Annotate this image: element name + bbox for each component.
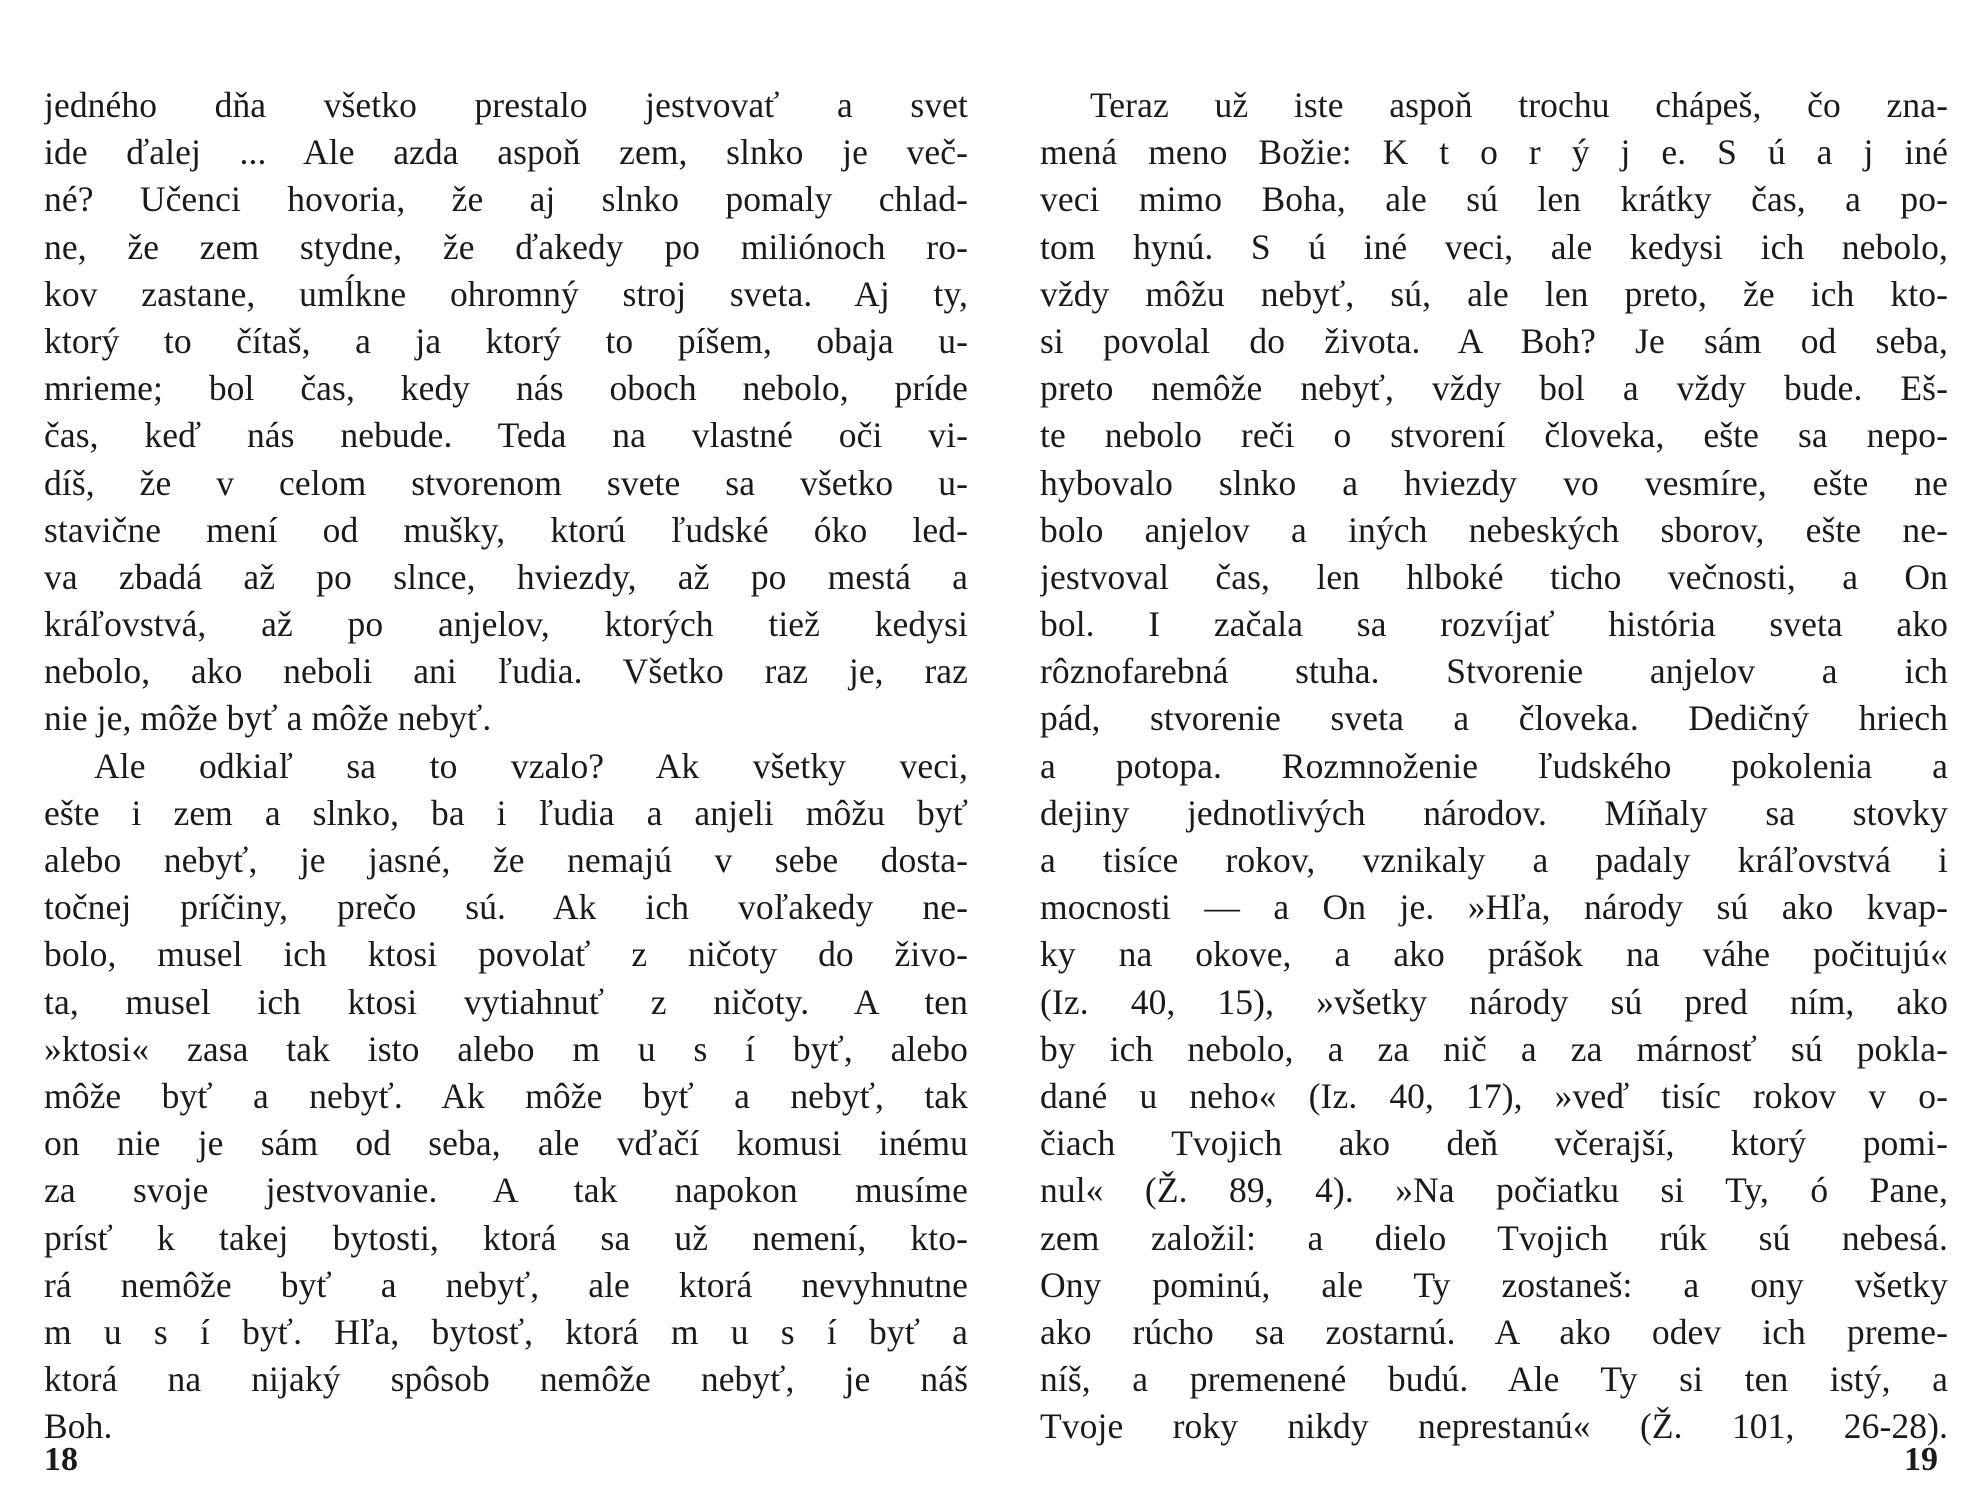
text-line: zem založil: a dielo Tvojich rúk sú nebesá. [1040,1217,1948,1258]
text-line: níš, a premenené budú. Ale Ty si ten istý, a [1040,1359,1948,1400]
right-page [1040,82,1948,1450]
text-line: preto nemôže nebyť, vždy bol a vždy bude. Eš- [1040,368,1948,409]
left-page [44,82,968,1450]
text-line: mocnosti — a On je. »Hľa, národy sú ako kvap- [1040,887,1948,928]
text-line: va zbadá až po slnce, hviezdy, až po mestá a [44,556,968,597]
text-line: čiach Tvojich ako deň včerajší, ktorý pomi- [1040,1123,1948,1164]
paragraph-end-line: nie je, môže byť a môže nebyť. [44,698,492,739]
text-line: veci mimo Boha, ale sú len krátky čas, a po- [1040,179,1948,220]
text-line: točnej príčiny, prečo sú. Ak ich voľakedy ne- [44,887,968,928]
text-line: ky na okove, a ako prášok na váhe počitujú« [1040,934,1948,975]
text-line: rôznofarebná stuha. Stvorenie anjelov a ich [1040,651,1948,692]
text-line: Tvoje roky nikdy neprestanú« (Ž. 101, 26-28). [1040,1406,1948,1447]
text-line: jedného dňa všetko prestalo jestvovať a svet [44,85,968,125]
text-line: on nie je sám od seba, ale vďačí komusi inému [44,1123,968,1164]
text-line: stavične mení od mušky, ktorú ľudské óko led- [44,509,968,550]
text-line: dané u neho« (Iz. 40, 17), »veď tisíc rokov v o- [1040,1075,1948,1116]
text-line: si povolal do života. A Boh? Je sám od seba, [1040,320,1948,361]
text-line: rá nemôže byť a nebyť, ale ktorá nevyhnutne [44,1264,968,1305]
page-number-left: 18 [44,1441,78,1478]
paragraph-start-line: Ale odkiaľ sa to vzalo? Ak všetky veci, [94,745,968,786]
text-line: jestvoval čas, len hlboké ticho večnosti, a On [1040,556,1948,597]
text-line: m u s í byť. Hľa, bytosť, ktorá m u s í byť a [44,1311,968,1352]
text-line: mená meno Božie: K t o r ý j e. S ú a j iné [1040,132,1948,173]
text-line: te nebolo reči o stvorení človeka, ešte sa nepo- [1040,415,1948,456]
text-line: vždy môžu nebyť, sú, ale len preto, že ich kto- [1040,273,1948,314]
text-line: bolo, musel ich ktosi povolať z ničoty do živo- [44,934,968,975]
text-line: čas, keď nás nebude. Teda na vlastné oči vi- [44,415,968,456]
paragraph-start-line: Teraz už iste aspoň trochu chápeš, čo zna- [1090,85,1948,125]
text-line: ktorá na nijaký spôsob nemôže nebyť, je náš [44,1359,968,1400]
text-line: ešte i zem a slnko, ba i ľudia a anjeli môžu byť [44,792,968,833]
text-line: ta, musel ich ktosi vytiahnuť z ničoty. A ten [44,981,968,1022]
text-line: hybovalo slnko a hviezdy vo vesmíre, ešte ne [1040,462,1948,503]
text-line: »ktosi« zasa tak isto alebo m u s í byť, alebo [44,1028,968,1069]
text-line: a tisíce rokov, vznikaly a padaly kráľovstvá i [1040,840,1948,880]
text-line: dejiny jednotlivých národov. Míňaly sa stovky [1040,792,1948,833]
text-line: ide ďalej ... Ale azda aspoň zem, slnko je več- [44,132,968,173]
text-line: ktorý to čítaš, a ja ktorý to píšem, obaja u- [44,320,968,361]
text-line: pád, stvorenie sveta a človeka. Dedičný hriech [1040,698,1948,739]
text-line: ako rúcho sa zostarnú. A ako odev ich preme- [1040,1311,1948,1352]
text-line: Ony pominú, ale Ty zostaneš: a ony všetky [1040,1264,1948,1305]
text-line: bol. I začala sa rozvíjať história sveta ako [1040,604,1948,645]
paragraph-end-line: Boh. [44,1406,113,1447]
text-line: alebo nebyť, je jasné, že nemajú v sebe dosta- [44,840,968,880]
text-line: ne, že zem stydne, že ďakedy po miliónoch ro- [44,226,968,267]
text-line: kov zastane, umĺkne ohromný stroj sveta. Aj ty, [44,273,968,314]
text-line: kráľovstvá, až po anjelov, ktorých tiež kedysi [44,604,968,645]
text-line: bolo anjelov a iných nebeských sborov, ešte ne- [1040,509,1948,550]
text-line: nebolo, ako neboli ani ľudia. Všetko raz je, raz [44,651,968,692]
text-line: mrieme; bol čas, kedy nás oboch nebolo, príde [44,368,968,409]
text-line: môže byť a nebyť. Ak môže byť a nebyť, tak [44,1075,968,1116]
text-line: né? Učenci hovoria, že aj slnko pomaly chlad- [44,179,968,220]
text-line: a potopa. Rozmnoženie ľudského pokolenia a [1040,745,1948,786]
page-number-right: 19 [1904,1441,1938,1478]
text-line: za svoje jestvovanie. A tak napokon musíme [44,1170,968,1211]
text-line: (Iz. 40, 15), »všetky národy sú pred ním, ako [1040,981,1948,1022]
text-line: prísť k takej bytosti, ktorá sa už nemení, kto- [44,1217,968,1258]
text-line: díš, že v celom stvorenom svete sa všetko u- [44,462,968,503]
text-line: tom hynú. S ú iné veci, ale kedysi ich nebolo, [1040,226,1948,267]
text-line: nul« (Ž. 89, 4). »Na počiatku si Ty, ó Pane, [1040,1170,1948,1211]
text-line: by ich nebolo, a za nič a za márnosť sú pokla- [1040,1028,1948,1069]
